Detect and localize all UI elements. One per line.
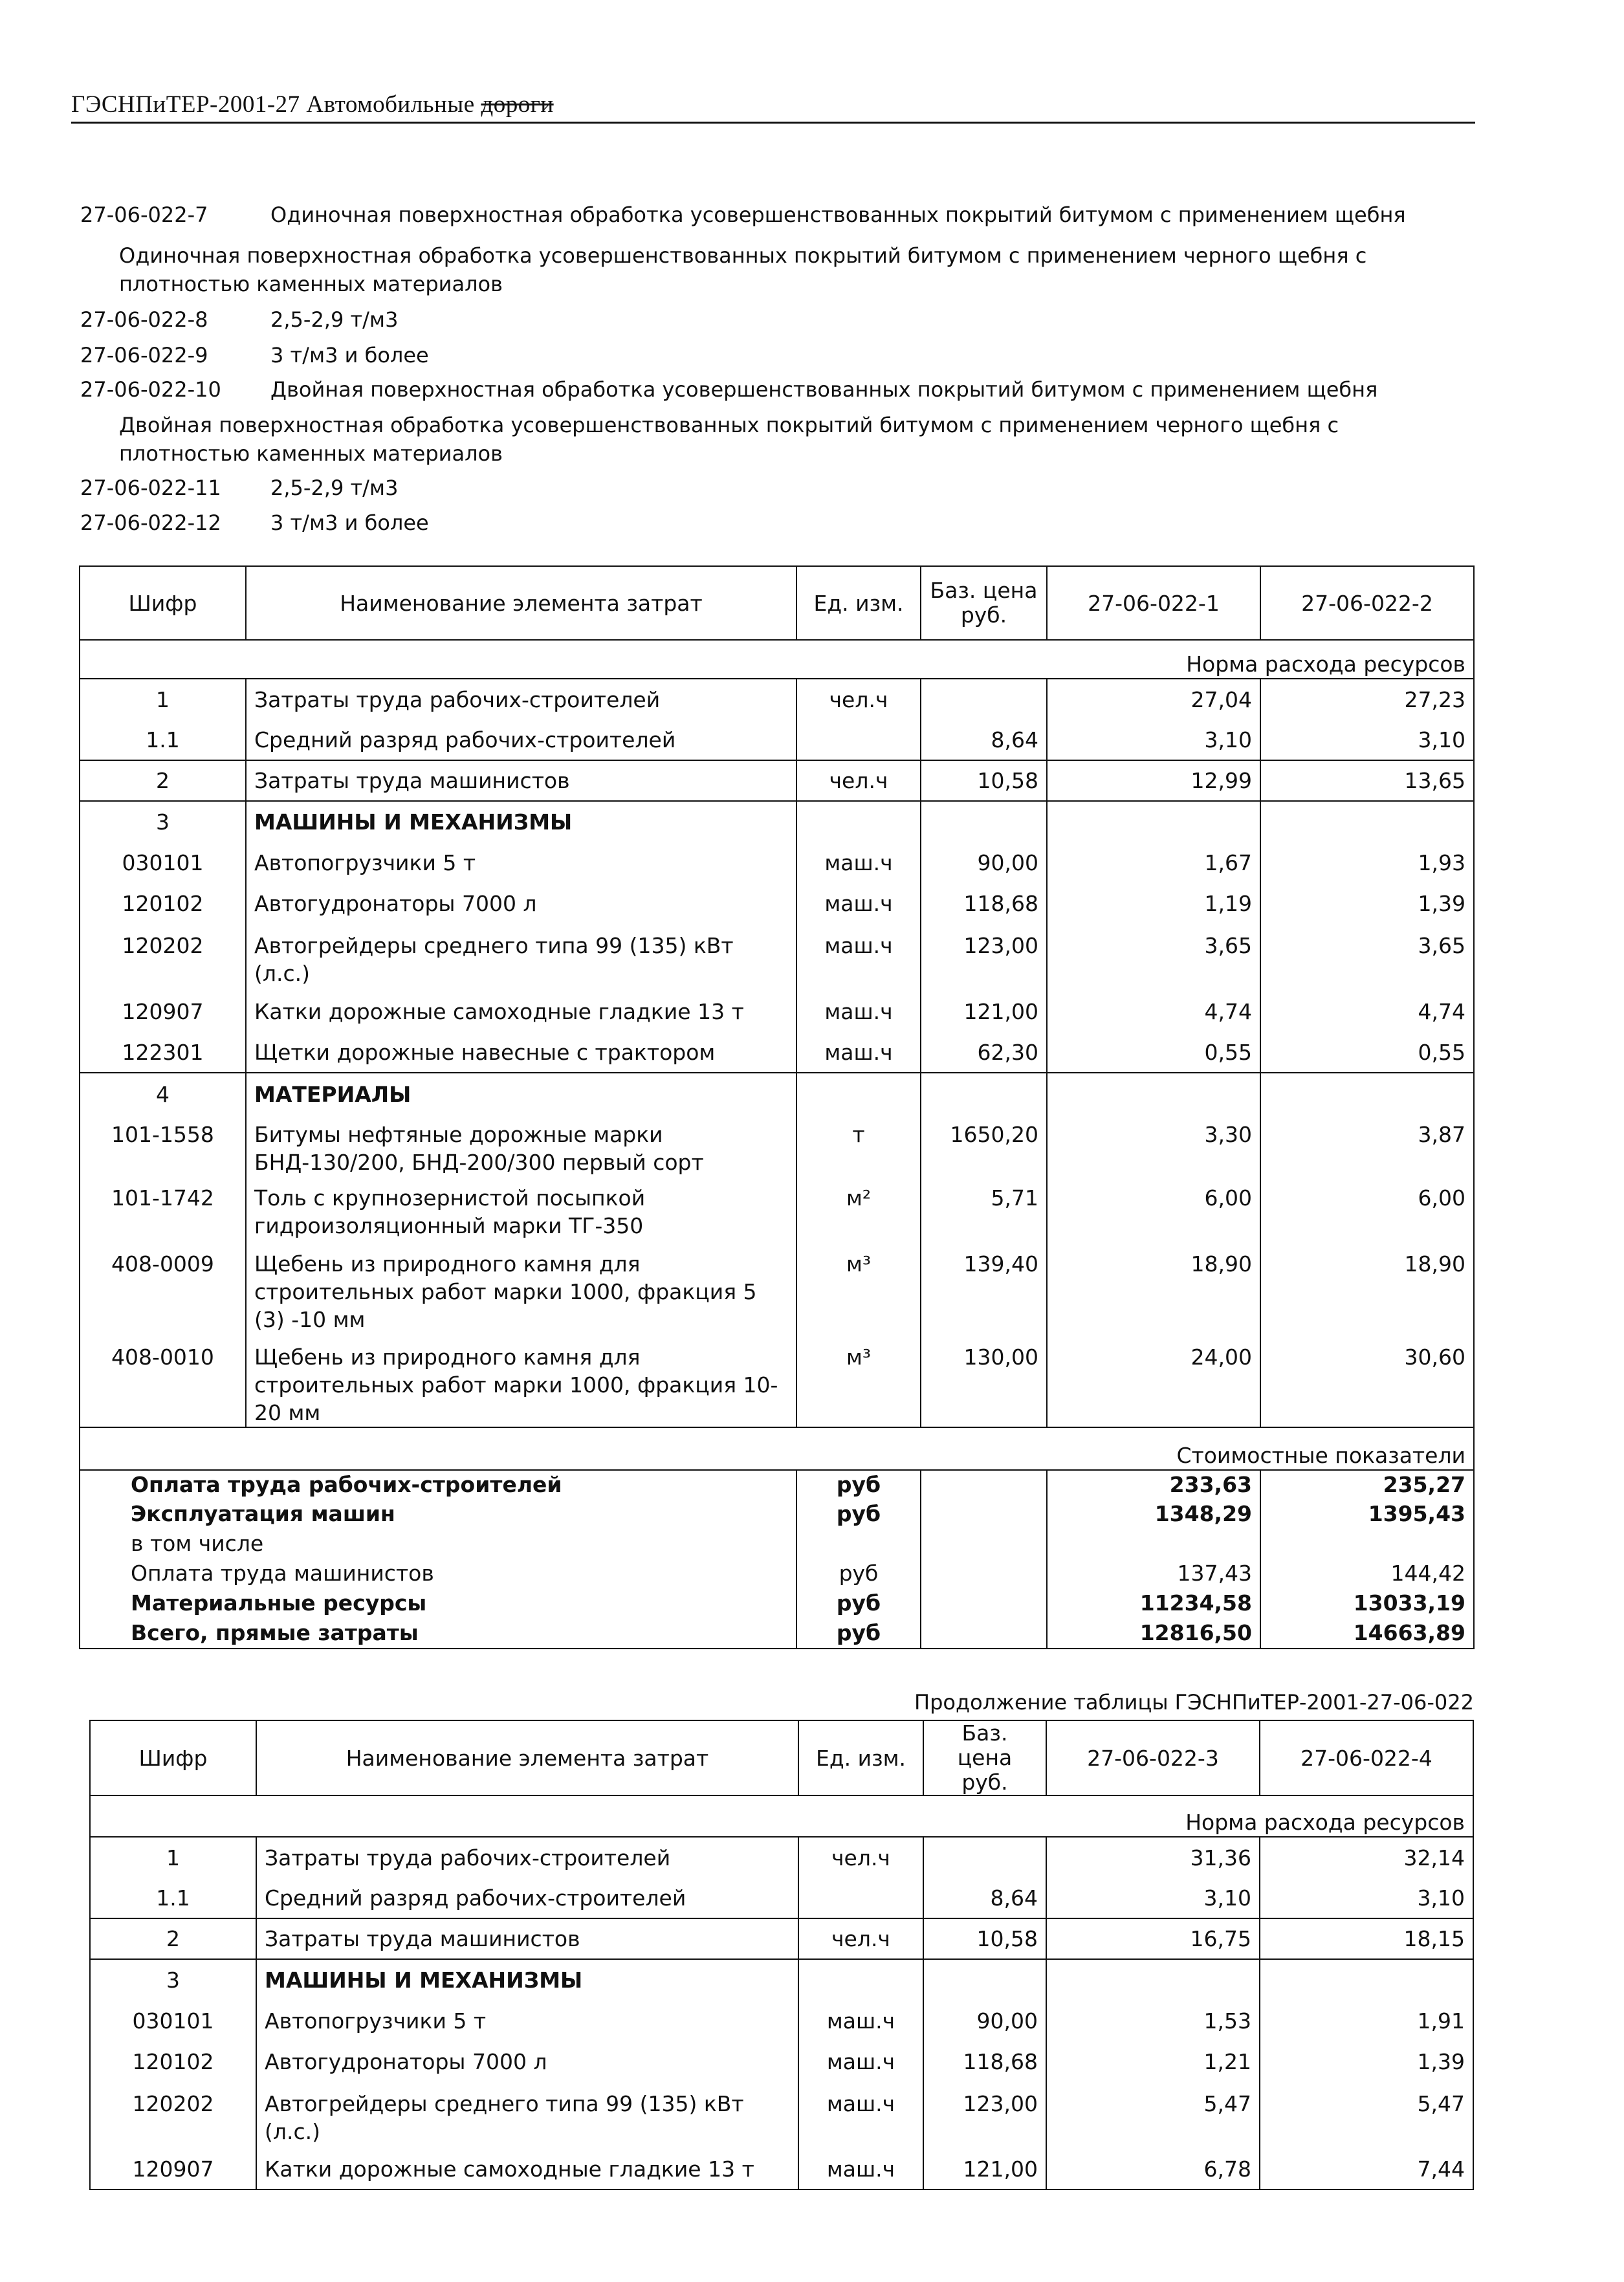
row-unit: чел.ч: [796, 679, 921, 719]
row-price: 90,00: [923, 2001, 1046, 2041]
table-row: [90, 2041, 1473, 2082]
row-name: Средний разряд рабочих-строителей: [246, 719, 796, 760]
row-value-1: 6,78: [1046, 2149, 1260, 2189]
table-row: [90, 1918, 1473, 1959]
cost-row: [80, 1619, 1474, 1649]
norm-label-row: [90, 1795, 1473, 1837]
row-code: 1.1: [90, 1878, 256, 1918]
table-row: [80, 883, 1474, 924]
table-row: [80, 1115, 1474, 1181]
row-value-2: 1,39: [1260, 2041, 1473, 2082]
intro-code: 27-06-022-12: [80, 510, 221, 535]
row-unit: чел.ч: [798, 1918, 923, 1959]
row-code: 030101: [90, 2001, 256, 2041]
table-header-row: [90, 1720, 1473, 1795]
row-price: [923, 1837, 1046, 1878]
row-value-2: 13,65: [1260, 760, 1474, 801]
cost-unit: руб: [796, 1470, 921, 1500]
cost-unit: руб: [796, 1559, 921, 1589]
row-unit: маш.ч: [798, 2149, 923, 2189]
row-unit: маш.ч: [796, 842, 921, 883]
norm-label: Норма расхода ресурсов: [80, 640, 1474, 679]
row-price: 10,58: [921, 760, 1047, 801]
row-price: 121,00: [921, 991, 1047, 1032]
intro-text: Двойная поверхностная обработка усовершенствованных покрытий битумом с применением щебня: [270, 377, 1378, 402]
row-value-1: 12,99: [1047, 760, 1260, 801]
cost-name: Всего, прямые затраты: [80, 1619, 796, 1649]
row-value-1: 3,10: [1046, 1878, 1260, 1918]
row-value-1: 24,00: [1047, 1341, 1260, 1427]
row-unit: маш.ч: [798, 2082, 923, 2149]
row-code: 122301: [80, 1032, 246, 1073]
row-value-1: 1,19: [1047, 883, 1260, 924]
cost-value-1: 137,43: [1047, 1559, 1260, 1589]
cost-name: Оплата труда машинистов: [80, 1559, 796, 1589]
header-name: Наименование элемента затрат: [256, 1720, 798, 1795]
section-title: МАШИНЫ И МЕХАНИЗМЫ: [246, 801, 796, 842]
intro-paragraph: Двойная поверхностная обработка усовершенствованных покрытий битумом с применением черного щебня с плотностью каменных материалов: [119, 413, 1339, 466]
section-code: 3: [80, 801, 246, 842]
row-name: Автогудронаторы 7000 л: [256, 2041, 798, 2082]
cost-value-2: 14663,89: [1260, 1619, 1474, 1649]
row-price: 8,64: [923, 1878, 1046, 1918]
row-price: 139,40: [921, 1247, 1047, 1341]
row-name: Автопогрузчики 5 т: [256, 2001, 798, 2041]
table-row: [80, 842, 1474, 883]
row-value-1: 31,36: [1046, 1837, 1260, 1878]
row-value-2: 3,10: [1260, 1878, 1473, 1918]
cost-name: Материальные ресурсы: [80, 1589, 796, 1619]
row-price: 10,58: [923, 1918, 1046, 1959]
row-unit: м³: [796, 1247, 921, 1341]
header-price: Баз. цена руб.: [923, 1720, 1046, 1795]
header-col1: 27-06-022-3: [1046, 1720, 1260, 1795]
intro-text: 3 т/м3 и более: [270, 510, 429, 535]
table-row: [80, 924, 1474, 991]
row-code: 120907: [80, 991, 246, 1032]
cost-row: [80, 1589, 1474, 1619]
row-value-1: 0,55: [1047, 1032, 1260, 1073]
cost-unit: [796, 1530, 921, 1559]
row-code: 408-0009: [80, 1247, 246, 1341]
row-code: 101-1558: [80, 1115, 246, 1181]
row-name: Катки дорожные самоходные гладкие 13 т: [256, 2149, 798, 2189]
table-row: [90, 2149, 1473, 2189]
header-col2: 27-06-022-2: [1260, 566, 1474, 640]
intro-code: 27-06-022-10: [80, 377, 221, 402]
cost-row: [80, 1559, 1474, 1589]
header-name: Наименование элемента затрат: [246, 566, 796, 640]
row-price: 121,00: [923, 2149, 1046, 2189]
header-unit: Ед. изм.: [798, 1720, 923, 1795]
row-unit: т: [796, 1115, 921, 1181]
row-unit: маш.ч: [798, 2041, 923, 2082]
row-value-1: 3,65: [1047, 924, 1260, 991]
row-unit: маш.ч: [796, 1032, 921, 1073]
page-header-title: [71, 91, 554, 118]
row-name: Автопогрузчики 5 т: [246, 842, 796, 883]
continuation-title: Продолжение таблицы ГЭСНПиТЕР-2001-27-06-022: [914, 1690, 1474, 1715]
header-rule: [71, 122, 1475, 124]
row-price: 8,64: [921, 719, 1047, 760]
table-row: [80, 719, 1474, 760]
row-name: Щебень из природного камня для строительных работ марки 1000, фракция 5 (3) -10 мм: [246, 1247, 796, 1341]
row-value-2: 3,87: [1260, 1115, 1474, 1181]
row-name: Щетки дорожные навесные с трактором: [246, 1032, 796, 1073]
row-value-1: 1,53: [1046, 2001, 1260, 2041]
row-value-2: 3,10: [1260, 719, 1474, 760]
row-value-1: 18,90: [1047, 1247, 1260, 1341]
row-value-2: 1,93: [1260, 842, 1474, 883]
header-title-prefix: ГЭСНПиТЕР-2001-27 Автомобильные: [71, 91, 481, 118]
cost-value-1: [1047, 1530, 1260, 1559]
table-header-row: [80, 566, 1474, 640]
table-row: [80, 1181, 1474, 1247]
row-name: Катки дорожные самоходные гладкие 13 т: [246, 991, 796, 1032]
row-unit: [798, 1878, 923, 1918]
cost-value-2: 235,27: [1260, 1470, 1474, 1500]
intro-text: 2,5-2,9 т/м3: [270, 476, 399, 500]
row-code: 1: [80, 679, 246, 719]
row-name: Щебень из природного камня для строительных работ марки 1000, фракция 10-20 мм: [246, 1341, 796, 1427]
section-title: МАТЕРИАЛЫ: [246, 1073, 796, 1115]
intro-code: 27-06-022-8: [80, 307, 208, 332]
row-name: Затраты труда машинистов: [256, 1918, 798, 1959]
intro-code: 27-06-022-9: [80, 343, 208, 368]
header-code: Шифр: [80, 566, 246, 640]
row-price: 118,68: [921, 883, 1047, 924]
row-name: Средний разряд рабочих-строителей: [256, 1878, 798, 1918]
section-code: 4: [80, 1073, 246, 1115]
row-name: Автогудронаторы 7000 л: [246, 883, 796, 924]
row-code: 408-0010: [80, 1341, 246, 1427]
row-value-1: 3,10: [1047, 719, 1260, 760]
row-name: Затраты труда рабочих-строителей: [246, 679, 796, 719]
row-value-2: 30,60: [1260, 1341, 1474, 1427]
row-code: 1.1: [80, 719, 246, 760]
row-code: 2: [90, 1918, 256, 1959]
row-unit: маш.ч: [796, 924, 921, 991]
row-value-1: 1,67: [1047, 842, 1260, 883]
table-row: [80, 760, 1474, 801]
row-value-2: 1,91: [1260, 2001, 1473, 2041]
table-row: [80, 1032, 1474, 1073]
row-code: 120102: [80, 883, 246, 924]
cost-unit: руб: [796, 1500, 921, 1530]
row-unit: м²: [796, 1181, 921, 1247]
cost-value-1: 11234,58: [1047, 1589, 1260, 1619]
header-col1: 27-06-022-1: [1047, 566, 1260, 640]
table-row: [90, 1878, 1473, 1918]
section-title: МАШИНЫ И МЕХАНИЗМЫ: [256, 1959, 798, 2001]
row-value-2: 3,65: [1260, 924, 1474, 991]
header-code: Шифр: [90, 1720, 256, 1795]
row-price: [921, 679, 1047, 719]
cost-row: [80, 1530, 1474, 1559]
row-code: 030101: [80, 842, 246, 883]
row-unit: чел.ч: [798, 1837, 923, 1878]
intro-text: 2,5-2,9 т/м3: [270, 307, 399, 332]
section-header-row: [80, 1073, 1474, 1115]
row-name: Затраты труда машинистов: [246, 760, 796, 801]
row-value-1: 4,74: [1047, 991, 1260, 1032]
section-header-row: [90, 1959, 1473, 2001]
resource-table-2: [89, 1720, 1474, 2190]
cost-name: в том числе: [80, 1530, 796, 1559]
cost-row: [80, 1500, 1474, 1530]
cost-unit: руб: [796, 1619, 921, 1649]
row-code: 120202: [80, 924, 246, 991]
row-value-2: 7,44: [1260, 2149, 1473, 2189]
cost-value-2: [1260, 1530, 1474, 1559]
row-value-2: 32,14: [1260, 1837, 1473, 1878]
row-price: 123,00: [923, 2082, 1046, 2149]
row-price: 130,00: [921, 1341, 1047, 1427]
row-code: 1: [90, 1837, 256, 1878]
row-value-1: 6,00: [1047, 1181, 1260, 1247]
row-value-1: 5,47: [1046, 2082, 1260, 2149]
row-unit: маш.ч: [796, 991, 921, 1032]
row-unit: чел.ч: [796, 760, 921, 801]
row-price: 1650,20: [921, 1115, 1047, 1181]
row-code: 101-1742: [80, 1181, 246, 1247]
cost-name: Эксплуатация машин: [80, 1500, 796, 1530]
row-value-2: 0,55: [1260, 1032, 1474, 1073]
header-title-struck: дороги: [481, 91, 554, 118]
row-unit: [796, 719, 921, 760]
row-price: 5,71: [921, 1181, 1047, 1247]
cost-value-2: 13033,19: [1260, 1589, 1474, 1619]
row-price: 90,00: [921, 842, 1047, 883]
cost-label-row: [80, 1427, 1474, 1470]
cost-name: Оплата труда рабочих-строителей: [80, 1470, 796, 1500]
row-price: 118,68: [923, 2041, 1046, 2082]
row-name: Автогрейдеры среднего типа 99 (135) кВт (л.с.): [246, 924, 796, 991]
row-value-2: 18,90: [1260, 1247, 1474, 1341]
norm-label: Норма расхода ресурсов: [90, 1795, 1473, 1837]
cost-value-1: 233,63: [1047, 1470, 1260, 1500]
row-value-2: 1,39: [1260, 883, 1474, 924]
row-code: 2: [80, 760, 246, 801]
table-row: [80, 679, 1474, 719]
row-name: Автогрейдеры среднего типа 99 (135) кВт (л.с.): [256, 2082, 798, 2149]
row-value-2: 5,47: [1260, 2082, 1473, 2149]
header-col2: 27-06-022-4: [1260, 1720, 1473, 1795]
cost-value-2: 144,42: [1260, 1559, 1474, 1589]
cost-value-1: 12816,50: [1047, 1619, 1260, 1649]
row-code: 120907: [90, 2149, 256, 2189]
row-price: 123,00: [921, 924, 1047, 991]
row-value-1: 27,04: [1047, 679, 1260, 719]
row-value-1: 1,21: [1046, 2041, 1260, 2082]
cost-value-1: 1348,29: [1047, 1500, 1260, 1530]
row-unit: м³: [796, 1341, 921, 1427]
row-value-1: 3,30: [1047, 1115, 1260, 1181]
row-code: 120202: [90, 2082, 256, 2149]
row-name: Затраты труда рабочих-строителей: [256, 1837, 798, 1878]
header-unit: Ед. изм.: [796, 566, 921, 640]
row-unit: маш.ч: [798, 2001, 923, 2041]
row-value-2: 4,74: [1260, 991, 1474, 1032]
table-row: [90, 2001, 1473, 2041]
cost-row: [80, 1470, 1474, 1500]
row-price: 62,30: [921, 1032, 1047, 1073]
intro-paragraph: Одиночная поверхностная обработка усовершенствованных покрытий битумом с применением черного щебня с плотностью каменных материалов: [119, 243, 1367, 296]
norm-label-row: [80, 640, 1474, 679]
row-unit: маш.ч: [796, 883, 921, 924]
section-code: 3: [90, 1959, 256, 2001]
table-row: [80, 991, 1474, 1032]
cost-unit: руб: [796, 1589, 921, 1619]
row-name: Толь с крупнозернистой посыпкой гидроизоляционный марки ТГ-350: [246, 1181, 796, 1247]
table-row: [90, 1837, 1473, 1878]
row-name: Битумы нефтяные дорожные марки БНД-130/200, БНД-200/300 первый сорт: [246, 1115, 796, 1181]
section-header-row: [80, 801, 1474, 842]
intro-text: 3 т/м3 и более: [270, 343, 429, 368]
row-value-2: 18,15: [1260, 1918, 1473, 1959]
row-value-2: 6,00: [1260, 1181, 1474, 1247]
table-row: [80, 1341, 1474, 1427]
cost-value-2: 1395,43: [1260, 1500, 1474, 1530]
intro-text: Одиночная поверхностная обработка усовершенствованных покрытий битумом с применением щебня: [270, 203, 1406, 227]
row-code: 120102: [90, 2041, 256, 2082]
header-price: Баз. цена руб.: [921, 566, 1047, 640]
intro-code: 27-06-022-11: [80, 476, 221, 500]
resource-table-1: [79, 565, 1475, 1649]
table-row: [80, 1247, 1474, 1341]
row-value-2: 27,23: [1260, 679, 1474, 719]
row-value-1: 16,75: [1046, 1918, 1260, 1959]
table-row: [90, 2082, 1473, 2149]
intro-code: 27-06-022-7: [80, 203, 208, 227]
cost-label: Стоимостные показатели: [80, 1427, 1474, 1470]
